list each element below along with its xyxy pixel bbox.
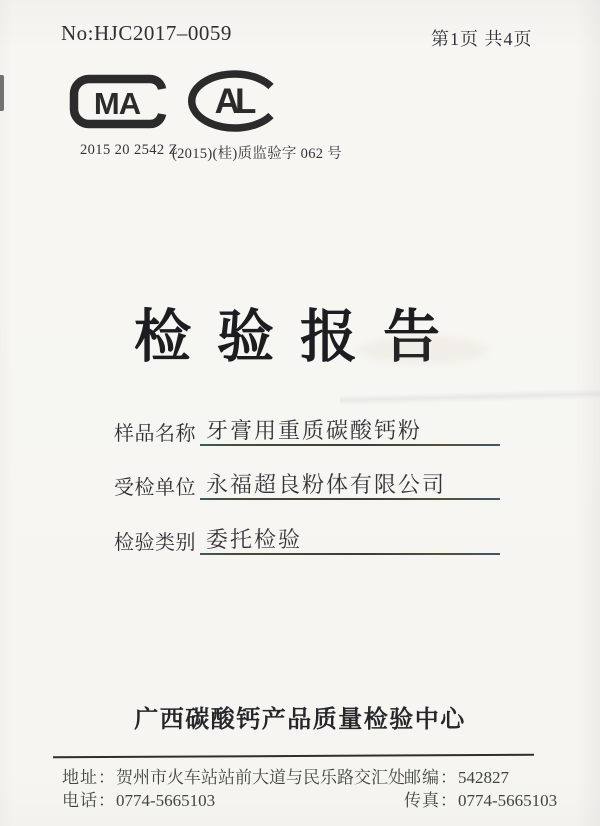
inspection-type-label: 检验类别	[114, 532, 196, 554]
paper-crease	[340, 388, 600, 405]
sample-name-value: 牙膏用重质碳酸钙粉	[206, 418, 423, 443]
address-value: 贺州市火车站站前大道与民乐路交汇处	[116, 768, 405, 787]
cal-certificate-number: (2015)(桂)质监验字 062 号	[172, 146, 343, 162]
field-row-sample-name	[0, 413, 600, 449]
fax-value: 0774-5665103	[458, 791, 558, 810]
postal-label: 邮编：	[404, 768, 458, 787]
postal-value: 542827	[458, 768, 509, 787]
underline	[200, 498, 500, 500]
footer-divider	[53, 754, 534, 759]
underline	[200, 444, 500, 446]
inspected-unit-value: 永福超良粉体有限公司	[206, 472, 447, 497]
fax-label: 传真：	[404, 791, 458, 810]
cal-certification-mark-icon	[187, 70, 283, 137]
underline	[200, 553, 500, 555]
certification-numbers-row	[0, 142, 600, 160]
postal-line	[404, 766, 557, 789]
phone-value: 0774-5665103	[116, 791, 216, 810]
phone-line	[62, 789, 405, 812]
cal-letters: AL	[214, 82, 252, 121]
scan-smudge	[358, 336, 488, 364]
address-line	[62, 766, 405, 789]
cma-certification-mark-icon	[69, 74, 169, 134]
inspection-type-value: 委托检验	[206, 527, 303, 552]
footer-right-column	[404, 766, 557, 812]
address-label: 地址：	[62, 768, 116, 787]
footer-left-column	[62, 766, 405, 812]
field-row-inspection-type	[0, 522, 600, 558]
scan-edge-artifact	[0, 75, 4, 111]
report-number: No:HJC2017–0059	[61, 21, 232, 45]
cma-letters: MA	[93, 86, 141, 121]
phone-label: 电话：	[62, 791, 116, 810]
organization-name: 广西碳酸钙产品质量检验中心	[134, 707, 466, 733]
inspected-unit-label: 受检单位	[114, 477, 196, 499]
page-indicator: 第1页 共4页	[431, 29, 533, 49]
fax-line	[404, 789, 557, 812]
sample-name-label: 样品名称	[114, 423, 196, 445]
field-row-inspected-unit	[0, 467, 600, 503]
report-title: 检验报告	[134, 306, 466, 369]
cma-certificate-number: 2015 20 2542 Z	[80, 142, 178, 158]
